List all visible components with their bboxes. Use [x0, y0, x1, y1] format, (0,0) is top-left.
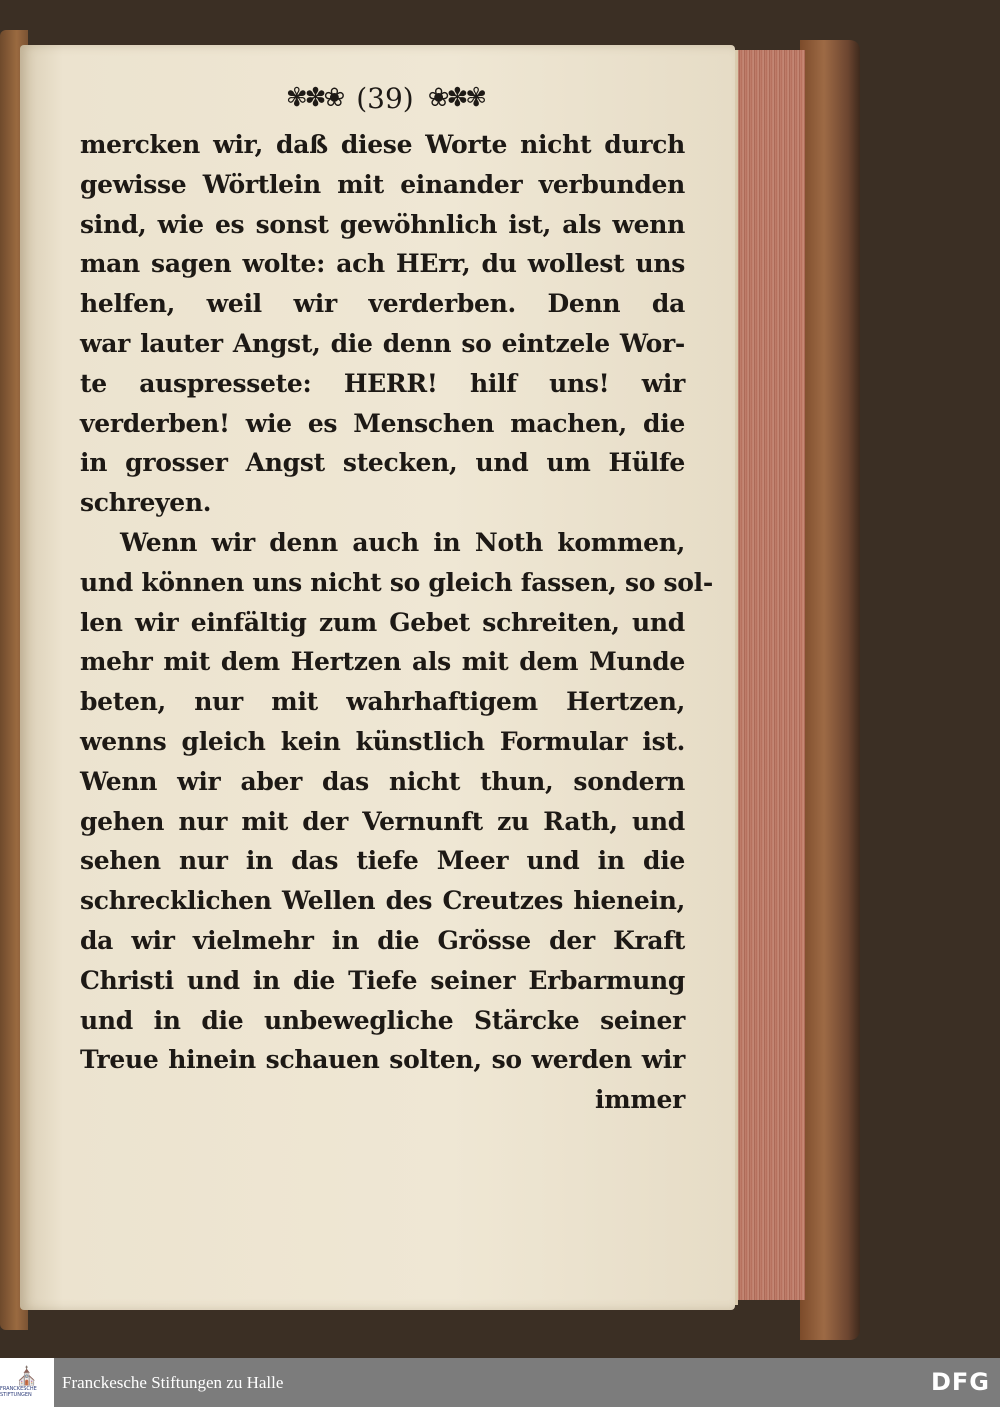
logo-caption: FRANCKESCHE STIFTUNGEN — [0, 1385, 37, 1398]
text-line: war lauter Angst, die denn so eintzele Wor- — [80, 328, 685, 358]
text-line: und können uns nicht so gleich fassen, so sol- — [80, 567, 713, 597]
text-line: beten, nur mit wahrhaftigem Hertzen, — [80, 687, 685, 717]
page-fore-edge — [735, 50, 805, 1300]
text-line: sind, wie es sonst gewöhnlich ist, als wenn — [80, 209, 685, 239]
text-line: Wenn wir aber das nicht thun, sondern — [80, 766, 685, 796]
francke-logo[interactable] — [0, 1358, 54, 1407]
text-line: Treue hinein schauen solten, so werden wir — [80, 1045, 685, 1075]
footer-bar — [0, 1358, 1000, 1407]
ornament-right-icon: ❀✽✾ — [427, 83, 485, 113]
ornament-left-icon: ✾✽❀ — [285, 83, 343, 113]
text-line: mercken wir, daß diese Worte nicht durch — [80, 130, 685, 159]
page-header — [265, 78, 505, 118]
book-cover-right — [800, 40, 860, 1340]
text-line: gehen nur mit der Vernunft zu Rath, und — [80, 806, 685, 836]
catchword: immer — [595, 1085, 685, 1115]
text-line: und in die unbewegliche Stärcke seiner — [80, 1005, 685, 1035]
text-line: mehr mit dem Hertzen als mit dem Munde — [80, 647, 685, 677]
text-line: schreyen. — [80, 488, 212, 518]
dfg-logo[interactable]: DFG — [930, 1368, 990, 1396]
text-line: man sagen wolte: ach HErr, du wollest uns — [80, 249, 685, 279]
text-line: helfen, weil wir verderben. Denn da — [80, 289, 685, 319]
page-body-text — [80, 125, 713, 1120]
text-line: gewisse Wörtlein mit einander verbunden — [80, 169, 685, 199]
text-line: da wir vielmehr in die Grösse der Kraft — [80, 925, 685, 955]
institution-name[interactable]: Franckesche Stiftungen zu Halle — [62, 1372, 284, 1392]
page-number: (39) — [356, 81, 414, 115]
text-line: verderben! wie es Menschen machen, die — [80, 408, 685, 438]
text-line: in grosser Angst stecken, und um Hülfe — [80, 448, 685, 478]
text-line: Wenn wir denn auch in Noth kommen, — [120, 527, 685, 557]
francke-foundation-logo-icon: ⛪ — [15, 1365, 39, 1387]
text-line: wenns gleich kein künstlich Formular ist. — [80, 726, 685, 756]
text-line: te auspressete: HERR! hilf uns! wir — [80, 368, 685, 398]
text-line: sehen nur in das tiefe Meer und in die — [80, 846, 685, 876]
text-line: len wir einfältig zum Gebet schreiten, und — [80, 607, 685, 637]
text-line: Christi und in die Tiefe seiner Erbarmung — [80, 965, 685, 995]
text-line: schrecklichen Wellen des Creutzes hienein, — [80, 886, 685, 916]
